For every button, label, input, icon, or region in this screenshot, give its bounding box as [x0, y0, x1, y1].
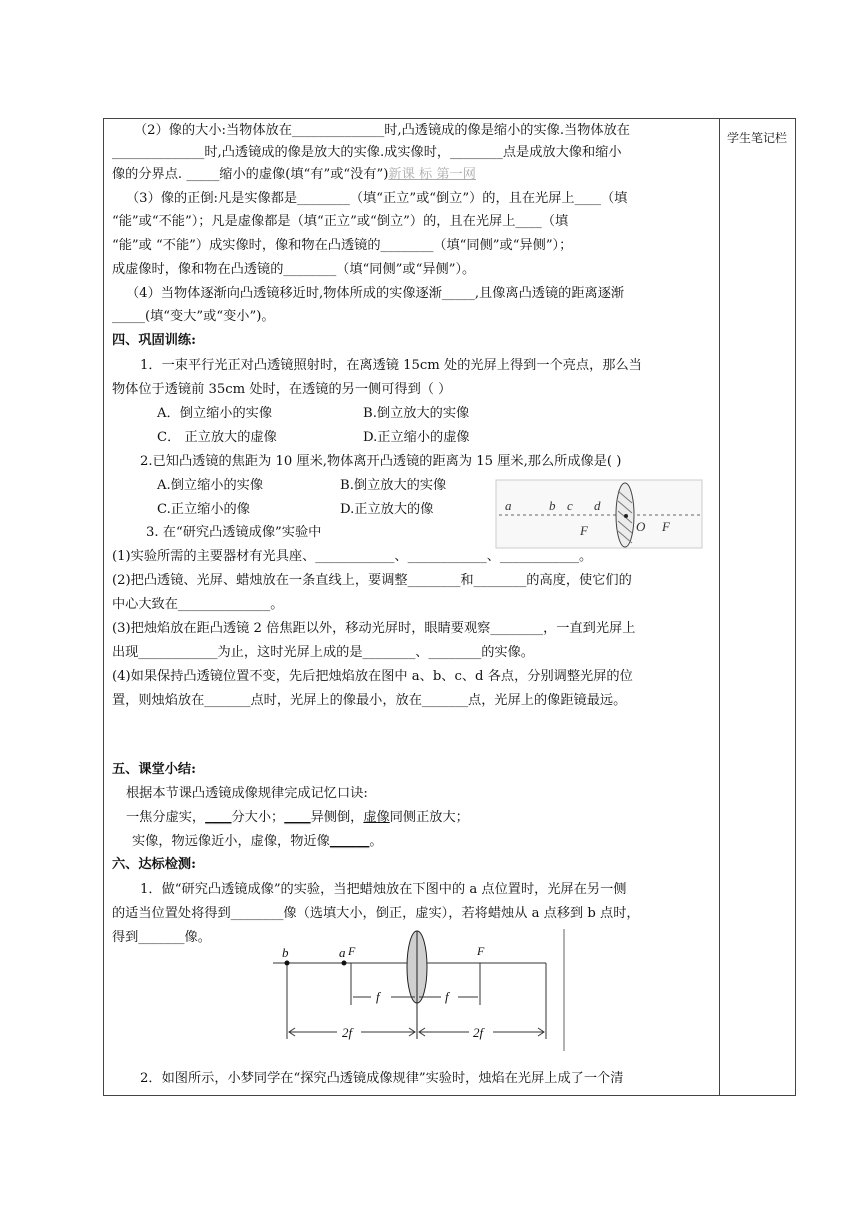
- dimension-f-label: f: [445, 989, 449, 1004]
- q1-option-a: A．倒立缩小的实像: [157, 406, 273, 421]
- mnemonic-blank: ______: [329, 834, 370, 849]
- point-a-label: a: [505, 498, 512, 513]
- q3-title: 3. 在“研究凸透镜成像”实验中: [146, 525, 322, 540]
- q2-option-d: D.正立放大的像: [340, 502, 434, 517]
- column-divider: [719, 119, 720, 1095]
- point-c-label: c: [567, 498, 573, 513]
- q2-option-a: A.倒立缩小的实像: [157, 478, 264, 493]
- q3-part3-line1: (3)把烛焰放在距凸透镜 2 倍焦距以外，移动光屏时，眼睛要观察________，一直到光屏上: [112, 621, 636, 636]
- test-q1-line3: 得到_______像。: [112, 930, 211, 945]
- worksheet-table: [103, 118, 796, 1096]
- watermark-text: 新课 标 第一网: [388, 167, 476, 182]
- mnemonic-part: 分大小；: [231, 810, 285, 825]
- right-focus-label: F: [477, 944, 485, 958]
- orientation-para-line4: 成虚像时，像和物在凸透镜的________（填“同侧”或“异侧”）。: [112, 262, 476, 277]
- size-para-text: 像的分界点. _____缩小的虚像(填“有”或“没有”): [112, 167, 389, 182]
- summary-intro: 根据本节课凸透镜成像规律完成记忆口诀:: [126, 786, 368, 801]
- point-a: [342, 961, 347, 966]
- q1-option-c: C． 正立放大的虚像: [157, 430, 277, 445]
- point-b-label: b: [282, 945, 289, 960]
- lens-axis-figure: [495, 479, 705, 551]
- mnemonic-part: 同侧正放大；: [389, 810, 469, 825]
- mnemonic-blank: ____: [284, 810, 311, 825]
- mnemonic-blank: ____: [205, 810, 232, 825]
- size-para-line3: [112, 167, 717, 183]
- figure-frame: [496, 480, 702, 548]
- q3-part2-line2: 中心大致在______________。: [112, 597, 284, 612]
- left-focus-label: F: [580, 523, 588, 538]
- left-focus-label: F: [348, 944, 356, 958]
- point-d-label: d: [594, 498, 601, 513]
- orientation-para-line1: （3）像的正倒:凡是实像都是________（填“正立”或“倒立”）的，且在光屏上____（填: [126, 191, 628, 206]
- mnemonic-line1: [112, 810, 731, 826]
- section5-heading: 五、课堂小结:: [112, 762, 196, 777]
- optical-center-label: O: [636, 519, 646, 534]
- test-q2-line1: 2．如图所示，小梦同学在“探究凸透镜成像规律”实验时，烛焰在光屏上成了一个清: [140, 1071, 624, 1086]
- mnemonic-part: 异侧倒，: [310, 810, 364, 825]
- section6-heading: 六、达标检测:: [112, 857, 196, 872]
- mnemonic-part: 实像，物远像近小，虚像，物近像: [132, 834, 330, 849]
- mnemonic-part: 。: [369, 834, 383, 849]
- point-b: [285, 961, 290, 966]
- q3-part4-line2: 置，则烛焰放在_______点时，光屏上的像最小，放在_______点，光屏上的像距镜最远。: [112, 693, 627, 708]
- q3-part3-line2: 出现____________为止，这时光屏上成的是________、________的实像。: [112, 645, 534, 660]
- q1-option-d: D.正立缩小的虚像: [363, 430, 470, 445]
- point-b-label: b: [549, 498, 556, 513]
- approach-para-line1: （4）当物体逐渐向凸透镜移近时,物体所成的实像逐渐_____,且像离凸透镜的距离逐渐: [126, 286, 625, 301]
- approach-para-line2: _____(填“变大”或“变小”)。: [112, 309, 275, 324]
- size-para-line2: ______________时,凸透镜成的像是放大的实像.成实像时，________点是成放大像和缩小: [112, 145, 622, 160]
- test-q1-line2: 的适当位置处将得到________像（选填大小，倒正，虚实），若将蜡烛从 a 点移到 b 点时，: [112, 906, 640, 921]
- dimension-2f-label: 2f: [342, 1025, 353, 1040]
- test-q1-line1: 1．做“研究凸透镜成像”的实验，当把蜡烛放在下图中的 a 点位置时，光屏在另一侧: [140, 882, 627, 897]
- student-notes-label: 学生笔记栏: [727, 131, 788, 145]
- mnemonic-part: 一焦分虚实，: [126, 810, 206, 825]
- dimension-2f-label: 2f: [473, 1025, 484, 1040]
- orientation-para-line2: “能”或“不能”）；凡是虚像都是（填“正立”或“倒立”）的，且在光屏上____（填: [112, 214, 569, 229]
- mnemonic-underlined-word: 虚像: [363, 810, 390, 825]
- q2-option-c: C.正立缩小的像: [157, 502, 250, 517]
- focal-length-figure: [269, 927, 569, 1053]
- optical-center: [624, 514, 628, 518]
- point-a-label: a: [339, 945, 346, 960]
- q3-part4-line1: (4)如果保持凸透镜位置不变，先后把烛焰放在图中 a、b、c、d 各点，分别调整光屏的位: [112, 669, 633, 684]
- q3-part1: (1)实验所需的主要器材有光具座、____________、____________、____________。: [112, 549, 593, 564]
- dimension-f-label: f: [376, 989, 380, 1004]
- q2-option-b: B.倒立放大的实像: [340, 478, 447, 493]
- section4-heading: 四、巩固训练:: [112, 333, 196, 348]
- q1-line2: 物体位于透镜前 35cm 处时，在透镜的另一侧可得到（ ）: [112, 382, 452, 397]
- orientation-para-line3: “能”或 “不能”）成实像时，像和物在凸透镜的________（填“同侧”或“异侧”）；: [112, 238, 573, 253]
- size-para-line1: （2）像的大小:当物体放在______________时,凸透镜成的像是缩小的实像.当物体放在: [134, 123, 630, 138]
- q1-option-b: B.倒立放大的实像: [363, 406, 470, 421]
- mnemonic-line2: [112, 834, 737, 850]
- right-focus-label: F: [662, 519, 670, 534]
- q3-part2-line1: (2)把凸透镜、光屏、蜡烛放在一条直线上，要调整________和________的高度，使它们的: [112, 573, 632, 588]
- q1-line1: 1．一束平行光正对凸透镜照射时，在离透镜 15cm 处的光屏上得到一个亮点，那么当: [140, 358, 642, 373]
- q2-line1: 2.已知凸透镜的焦距为 10 厘米,物体离开凸透镜的距离为 15 厘米,那么所成像是( ): [140, 454, 622, 469]
